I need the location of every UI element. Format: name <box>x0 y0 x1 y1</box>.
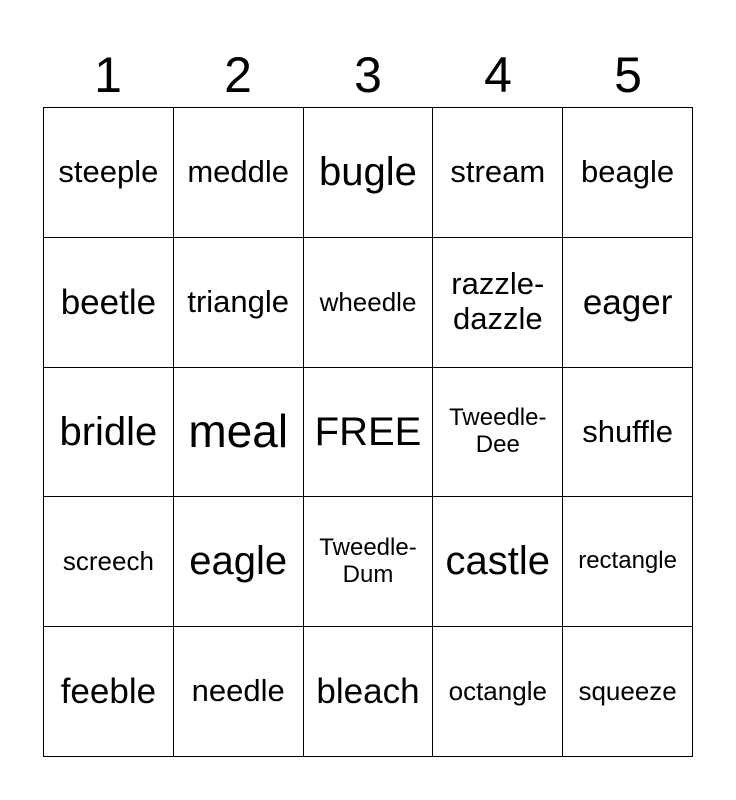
bingo-cell[interactable]: castle <box>433 497 563 627</box>
column-number-2: 2 <box>224 47 252 103</box>
bingo-cell[interactable]: razzle- dazzle <box>433 238 563 368</box>
bingo-cell[interactable]: Tweedle- Dum <box>304 497 434 627</box>
bingo-cell[interactable]: triangle <box>174 238 304 368</box>
bingo-cell[interactable]: stream <box>433 108 563 238</box>
bingo-cell[interactable]: needle <box>174 627 304 757</box>
bingo-cell[interactable]: rectangle <box>563 497 693 627</box>
bingo-board <box>43 107 693 757</box>
bingo-cell[interactable]: screech <box>44 497 174 627</box>
column-number-5: 5 <box>614 47 642 103</box>
bingo-cell[interactable]: squeeze <box>563 627 693 757</box>
column-number-4: 4 <box>484 47 512 103</box>
bingo-cell[interactable]: bleach <box>304 627 434 757</box>
bingo-cell[interactable]: bugle <box>304 108 434 238</box>
bingo-cell[interactable]: wheedle <box>304 238 434 368</box>
bingo-cell[interactable]: meddle <box>174 108 304 238</box>
bingo-cell[interactable]: eagle <box>174 497 304 627</box>
bingo-cell[interactable]: eager <box>563 238 693 368</box>
column-number-3: 3 <box>354 47 382 103</box>
bingo-cell[interactable]: beagle <box>563 108 693 238</box>
bingo-cell[interactable]: beetle <box>44 238 174 368</box>
bingo-cell[interactable]: shuffle <box>563 368 693 498</box>
bingo-cell[interactable]: Tweedle- Dee <box>433 368 563 498</box>
column-header <box>43 42 693 108</box>
bingo-cell[interactable]: octangle <box>433 627 563 757</box>
bingo-cell[interactable]: meal <box>174 368 304 498</box>
free-space-cell[interactable]: FREE <box>304 368 434 498</box>
bingo-cell[interactable]: feeble <box>44 627 174 757</box>
column-number-1: 1 <box>94 47 122 103</box>
bingo-cell[interactable]: steeple <box>44 108 174 238</box>
bingo-cell[interactable]: bridle <box>44 368 174 498</box>
